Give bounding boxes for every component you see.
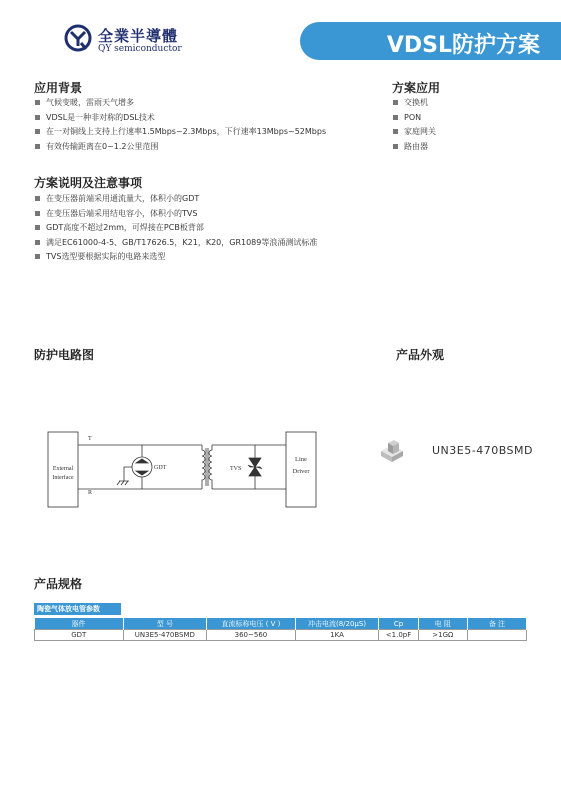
logo-english-name: QY semiconductor bbox=[98, 44, 182, 54]
list-item: 交换机 bbox=[392, 96, 436, 111]
list-item: 在变压器后端采用结电容小，体积小的TVS bbox=[34, 207, 317, 222]
bullet-icon bbox=[35, 240, 40, 245]
driver-label-line1: Line bbox=[295, 456, 307, 463]
product-heading: 产品外观 bbox=[396, 348, 445, 362]
background-heading: 应用背景 bbox=[34, 81, 83, 95]
gdt-label: GDT bbox=[154, 465, 167, 471]
spec-heading: 产品规格 bbox=[34, 577, 83, 591]
table-cell bbox=[467, 630, 526, 641]
notes-heading: 方案说明及注意事项 bbox=[34, 176, 143, 190]
bullet-icon bbox=[35, 225, 40, 230]
header bbox=[0, 0, 561, 72]
table-cell: 1KA bbox=[295, 630, 379, 641]
table-cell: >1GΩ bbox=[418, 630, 467, 641]
circuit-heading: 防护电路图 bbox=[34, 348, 95, 362]
list-item: 有效传输距离在0~1.2公里范围 bbox=[34, 140, 326, 155]
transformer-primary-coil bbox=[202, 445, 205, 489]
product-image bbox=[378, 437, 406, 465]
spec-table bbox=[34, 618, 527, 641]
table-cell: UN3E5-470BSMD bbox=[123, 630, 207, 641]
line-t-label: T bbox=[88, 436, 92, 442]
list-item: 家庭网关 bbox=[392, 125, 436, 140]
tvs-label: TVS bbox=[230, 466, 242, 472]
column-header: 器件 bbox=[35, 618, 124, 630]
list-item: VDSL是一种非对称的DSL技术 bbox=[34, 111, 326, 126]
table-cell: 360~560 bbox=[207, 630, 296, 641]
external-label-line2: Interface bbox=[52, 475, 74, 481]
column-header: Cp bbox=[379, 618, 418, 630]
table-header-row bbox=[35, 618, 527, 630]
bullet-icon bbox=[35, 100, 40, 105]
bullet-icon bbox=[35, 115, 40, 120]
list-item: TVS选型要根据实际的电路来选型 bbox=[34, 250, 317, 265]
bullet-icon bbox=[393, 115, 398, 120]
table-cell: GDT bbox=[35, 630, 124, 641]
list-item: GDT高度不超过2mm，可焊接在PCB板背部 bbox=[34, 221, 317, 236]
application-list bbox=[392, 96, 436, 154]
list-item: 气候变暖，雷雨天气增多 bbox=[34, 96, 326, 111]
list-item: 路由器 bbox=[392, 140, 436, 155]
table-cell: <1.0pF bbox=[379, 630, 418, 641]
bullet-icon bbox=[393, 129, 398, 134]
product-model: UN3E5-470BSMD bbox=[432, 444, 533, 457]
gdt-ground-lead bbox=[124, 467, 132, 481]
application-heading: 方案应用 bbox=[392, 81, 441, 95]
list-item: PON bbox=[392, 111, 436, 126]
protection-circuit-diagram bbox=[40, 420, 340, 520]
logo-chinese-name: 全業半導體 bbox=[98, 27, 179, 45]
column-header: 冲击电流(8/20μS) bbox=[295, 618, 379, 630]
spec-tag: 陶瓷气体放电管参数 bbox=[34, 603, 121, 615]
table-row bbox=[35, 630, 527, 641]
list-item: 满足EC61000-4-5、GB/T17626.5，K21，K20，GR1089等浪涌测试标准 bbox=[34, 236, 317, 251]
qy-logo-icon bbox=[64, 24, 92, 52]
bullet-icon bbox=[35, 211, 40, 216]
transformer-secondary-coil bbox=[209, 445, 212, 489]
column-header: 型 号 bbox=[123, 618, 207, 630]
ground-icon bbox=[117, 481, 129, 485]
column-header: 电 阻 bbox=[418, 618, 467, 630]
bullet-icon bbox=[393, 144, 398, 149]
bullet-icon bbox=[35, 196, 40, 201]
gdt-electrodes bbox=[136, 459, 148, 475]
tvs-diode-icon bbox=[248, 458, 262, 476]
driver-label-line2: Driver bbox=[292, 468, 310, 475]
bullet-icon bbox=[35, 254, 40, 259]
list-item: 在一对铜线上支持上行速率1.5Mbps~2.3Mbps，下行速率13Mbps~52Mbps bbox=[34, 125, 326, 140]
line-r-label: R bbox=[88, 490, 93, 496]
column-header: 直流标称电压 ( V ) bbox=[207, 618, 296, 630]
bullet-icon bbox=[393, 100, 398, 105]
column-header: 备 注 bbox=[467, 618, 526, 630]
external-label-line1: External bbox=[52, 466, 74, 472]
bullet-icon bbox=[35, 144, 40, 149]
notes-list bbox=[34, 192, 317, 265]
bullet-icon bbox=[35, 129, 40, 134]
page-title: VDSL防护方案 bbox=[386, 33, 540, 58]
secondary-lines bbox=[212, 445, 286, 489]
background-list bbox=[34, 96, 326, 154]
transformer-core bbox=[206, 448, 208, 486]
list-item: 在变压器前端采用通流量大，体积小的GDT bbox=[34, 192, 317, 207]
